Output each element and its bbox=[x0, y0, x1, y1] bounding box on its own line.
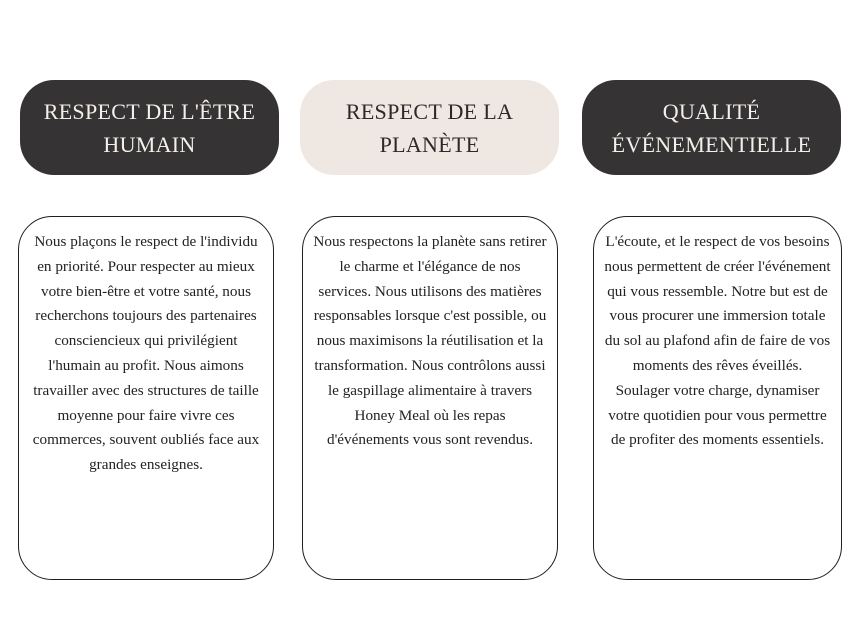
card-text: L'écoute, et le respect de vos besoins nous permettent de créer l'événement qui vous ressemble. Notre but est de vous procurer une immersion totale du sol au plafond afin de faire de vos moments des rêves éveillés. Soulager votre charge, dynamiser votre quotidien pour vous permettre de profiter des moments essentiels. bbox=[604, 233, 831, 449]
card-planet bbox=[302, 216, 558, 580]
header-pill-quality bbox=[582, 80, 841, 175]
header-title: QUALITÉ ÉVÉNEMENTIELLE bbox=[611, 98, 812, 157]
card-text: Nous respectons la planète sans retirer le charme et l'élégance de nos services. Nous utilisons des matières responsables lorsque c'est possible, ou nous maximisons la réutilisation et la transformation. Nous contrôlons aussi le gaspillage alimentaire à travers Honey Meal où les repas d'événements vous sont revendus. bbox=[313, 233, 547, 449]
header-pill-human bbox=[20, 80, 279, 175]
header-title: RESPECT DE L'ÊTRE HUMAIN bbox=[43, 98, 256, 157]
card-quality bbox=[593, 216, 842, 580]
header-pill-planet bbox=[300, 80, 559, 175]
card-human bbox=[18, 216, 274, 580]
header-title: RESPECT DE LA PLANÈTE bbox=[345, 98, 514, 157]
card-text: Nous plaçons le respect de l'individu en priorité. Pour respecter au mieux votre bien-être et votre santé, nous recherchons toujours des partenaires consciencieux qui privilégient l'humain au profit. Nous aimons travailler avec des structures de taille moyenne pour faire vivre ces commerces, souvent oubliés face aux grandes enseignes. bbox=[32, 233, 260, 474]
